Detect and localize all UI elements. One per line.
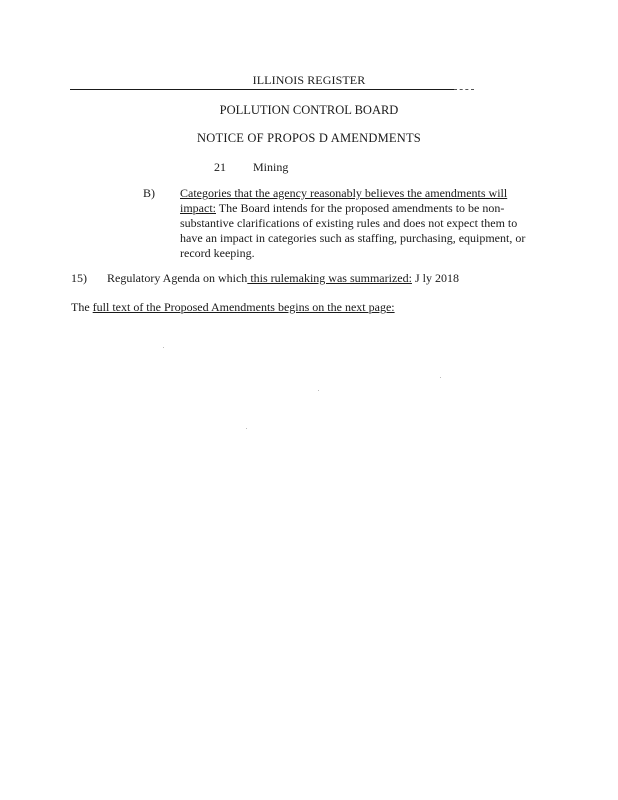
item-b-paragraph [180, 186, 532, 261]
part-name: Mining [253, 160, 289, 174]
item-b-body: The Board intends for the proposed amendments to be non-substantive clarifications of existing rules and does not expect them to have an impact in categories such as staffing, purchasing, equipment, or record keeping. [180, 201, 526, 260]
header-rule [70, 89, 454, 90]
item-15-number: 15) [71, 271, 87, 285]
item-b-heading-line2: impact: [180, 201, 216, 215]
scan-speck [440, 377, 441, 378]
full-text-notice [71, 300, 395, 315]
scan-speck [318, 390, 319, 391]
notice-title: NOTICE OF PROPOS D AMENDMENTS [197, 131, 421, 145]
header-rule-dash [454, 89, 474, 90]
item-b-heading-line1: Categories that the agency reasonably believes the amendments will [180, 186, 508, 200]
item-b-label: B) [143, 186, 155, 200]
full-text-underlined: full text of the Proposed Amendments begins on the next page: [92, 300, 395, 314]
full-text-prefix: The [71, 300, 93, 314]
register-title: ILLINOIS REGISTER [252, 73, 366, 87]
item-15-text [107, 271, 459, 286]
board-name: POLLUTION CONTROL BOARD [219, 103, 399, 117]
item-15-date: J ly 2018 [411, 271, 459, 285]
part-number: 21 [214, 160, 226, 174]
item-15-plain: Regulatory Agenda on which [107, 271, 248, 285]
scan-speck [163, 347, 164, 348]
scan-speck [246, 428, 247, 429]
item-15-underlined: this rulemaking was summarized: [247, 271, 412, 285]
